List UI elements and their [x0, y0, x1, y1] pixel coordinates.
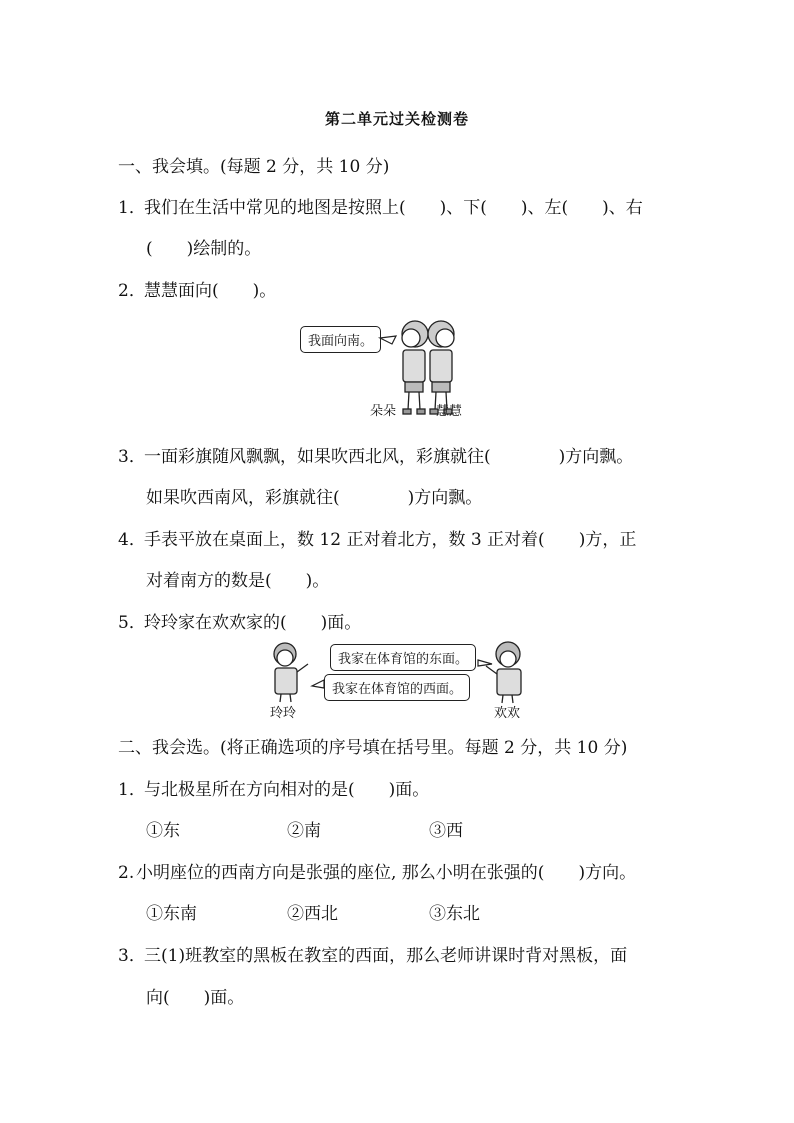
section1-header: 一、我会填。(每题 2 分，共 10 分) — [118, 157, 390, 177]
question-text: 一面彩旗随风飘飘，如果吹西北风，彩旗就往( )方向飘。 — [144, 447, 634, 467]
question-number: 3． — [118, 447, 146, 467]
name-label-huihui: 慧慧 — [436, 404, 463, 419]
question-number: 4． — [118, 530, 146, 550]
question-1-2 — [118, 276, 276, 301]
question-text: 与北极星所在方向相对的是( )面。 — [144, 780, 430, 800]
question-text: 玲玲家在欢欢家的( )面。 — [144, 613, 362, 633]
question-number: 5． — [118, 613, 146, 633]
question-number: 1． — [118, 198, 146, 218]
speech-bubble: 我面向南。 — [300, 326, 381, 353]
name-label-duoduo: 朵朵 — [370, 404, 397, 419]
option-b: ②南 — [287, 821, 321, 841]
question-1-3 — [118, 442, 633, 467]
question-text: 我们在生活中常见的地图是按照上( )、下( )、左( )、右 — [144, 198, 643, 218]
question-2-1 — [118, 775, 429, 800]
option-b: ②西北 — [287, 904, 338, 924]
question-text: 慧慧面向( )。 — [144, 281, 277, 301]
question-1-1 — [118, 193, 643, 218]
girls-illustration — [300, 314, 500, 420]
question-number: 3． — [118, 946, 146, 966]
option-c: ③东北 — [429, 904, 480, 924]
question-2-3 — [118, 941, 627, 966]
speech-bubble-lingling: 我家在体育馆的西面。 — [324, 674, 470, 701]
question-number: 1． — [118, 780, 146, 800]
children-illustration — [262, 640, 534, 720]
speech-bubble-huanhuan: 我家在体育馆的东面。 — [330, 644, 476, 671]
duoduo-figure — [402, 321, 428, 414]
question-1-1-cont: ( )绘制的。 — [146, 239, 262, 259]
question-number: 2． — [118, 281, 146, 301]
girls-drawing — [300, 314, 500, 420]
option-a: ①东南 — [146, 904, 197, 924]
question-2-3-cont: 向( )面。 — [146, 988, 245, 1008]
question-1-3-cont: 如果吹西南风，彩旗就往( )方向飘。 — [146, 488, 483, 508]
question-1-5 — [118, 608, 361, 633]
question-2-2 — [118, 858, 636, 883]
page-title: 第二单元过关检测卷 — [324, 110, 469, 128]
question-text: 小明座位的西南方向是张强的座位, 那么小明在张强的( )方向。 — [136, 863, 637, 883]
section2-header: 二、我会选。(将正确选项的序号填在括号里。每题 2 分，共 10 分) — [118, 738, 628, 758]
lingling-figure — [274, 643, 308, 702]
name-label-lingling: 玲玲 — [270, 706, 297, 721]
question-number: 2. — [118, 863, 135, 883]
question-1-4 — [118, 525, 636, 550]
option-a: ①东 — [146, 821, 180, 841]
question-1-4-cont: 对着南方的数是( )。 — [146, 571, 330, 591]
question-text: 手表平放在桌面上，数 12 正对着北方，数 3 正对着( )方，正 — [144, 530, 637, 550]
option-c: ③西 — [429, 821, 463, 841]
name-label-huanhuan: 欢欢 — [494, 706, 521, 721]
huanhuan-figure — [486, 642, 521, 703]
question-text: 三(1)班教室的黑板在教室的西面，那么老师讲课时背对黑板，面 — [144, 946, 628, 966]
